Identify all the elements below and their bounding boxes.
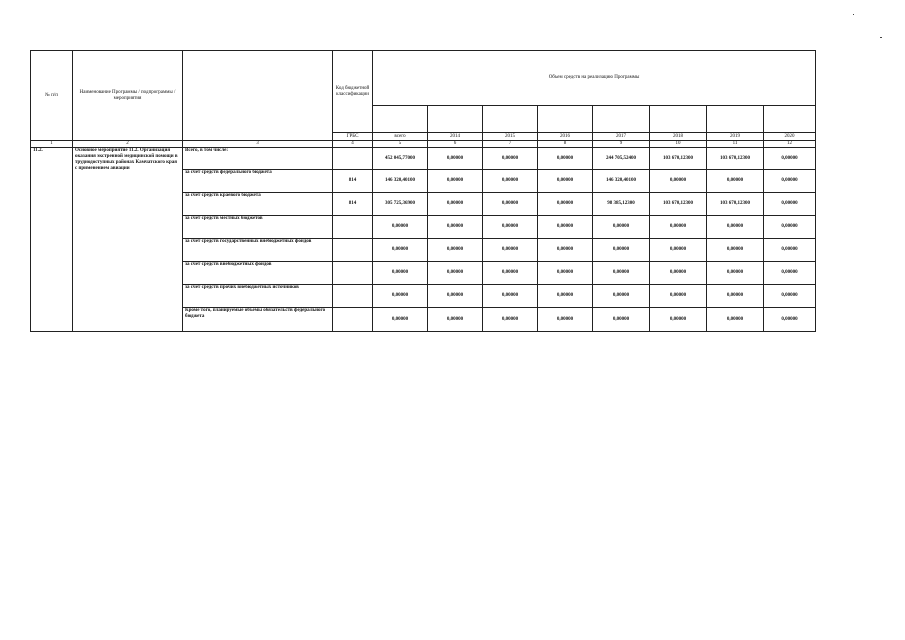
year-value: 0,00000 <box>593 239 650 262</box>
item-number: 11.2. <box>31 148 73 332</box>
column-number: 12 <box>764 141 816 148</box>
grbs-header: ГРБС <box>333 133 373 141</box>
year-value: 0,00000 <box>428 148 483 170</box>
empty-header-cell <box>650 106 707 133</box>
grbs-code: 814 <box>333 193 373 216</box>
year-value: 0,00000 <box>650 262 707 285</box>
year-value: 0,00000 <box>428 262 483 285</box>
year-value: 0,00000 <box>593 285 650 308</box>
column-number-row <box>31 141 816 148</box>
year-value: 0,00000 <box>538 148 593 170</box>
grbs-code: 814 <box>333 170 373 193</box>
volume-column-header: Объем средств на реализацию Программы <box>373 51 816 106</box>
year-value: 0,00000 <box>483 308 538 332</box>
header-row <box>31 51 816 106</box>
year-value: 0,00000 <box>764 148 816 170</box>
year-value: 0,00000 <box>764 170 816 193</box>
number-column-header: № п/п <box>31 51 73 141</box>
year-value: 0,00000 <box>593 262 650 285</box>
year-value: 0,00000 <box>707 308 764 332</box>
year-value: 0,00000 <box>538 262 593 285</box>
year-value: 0,00000 <box>428 216 483 239</box>
year-value: 0,00000 <box>483 148 538 170</box>
year-value: 0,00000 <box>483 193 538 216</box>
column-number: 7 <box>483 141 538 148</box>
code-column-header: Код бюджетной классификации <box>333 51 373 133</box>
year-value: 0,00000 <box>650 216 707 239</box>
empty-header-cell <box>428 106 483 133</box>
scan-speck <box>880 37 882 38</box>
year-value: 0,00000 <box>707 262 764 285</box>
year-header: 2017 <box>593 133 650 141</box>
year-value: 0,00000 <box>538 308 593 332</box>
grbs-code <box>333 262 373 285</box>
column-number: 6 <box>428 141 483 148</box>
year-value: 0,00000 <box>707 239 764 262</box>
year-header: 2018 <box>650 133 707 141</box>
year-value: 0,00000 <box>764 239 816 262</box>
column-number: 1 <box>31 141 73 148</box>
year-value: 0,00000 <box>428 308 483 332</box>
year-value: 0,00000 <box>707 170 764 193</box>
year-value: 0,00000 <box>593 216 650 239</box>
year-value: 0,00000 <box>483 170 538 193</box>
column-number: 5 <box>373 141 428 148</box>
column-number: 8 <box>538 141 593 148</box>
year-value: 0,00000 <box>538 170 593 193</box>
grbs-code <box>333 239 373 262</box>
funding-source: Кроме того, планируемые объемы обязательств федерального бюджета <box>183 308 333 332</box>
column-number: 9 <box>593 141 650 148</box>
program-funding-table <box>30 50 816 332</box>
year-value: 244 705,52400 <box>593 148 650 170</box>
year-value: 0,00000 <box>428 239 483 262</box>
table-row <box>31 148 816 170</box>
year-value: 0,00000 <box>764 193 816 216</box>
funding-source: Всего, в том числе: <box>183 148 333 170</box>
total-value: 0,00000 <box>373 239 428 262</box>
total-value: 0,00000 <box>373 285 428 308</box>
total-value: 452 045,77000 <box>373 148 428 170</box>
funding-source: за счет средств местных бюджетов <box>183 216 333 239</box>
year-value: 103 670,12300 <box>650 193 707 216</box>
empty-header-cell <box>483 106 538 133</box>
year-value: 0,00000 <box>764 308 816 332</box>
year-value: 0,00000 <box>538 193 593 216</box>
year-value: 0,00000 <box>428 170 483 193</box>
year-header: 2020 <box>764 133 816 141</box>
name-column-header: Наименование Программы / подпрограммы / мероприятия <box>73 51 183 141</box>
year-value: 103 670,12300 <box>650 148 707 170</box>
funding-source: за счет средств внебюджетных фондов <box>183 262 333 285</box>
year-value: 0,00000 <box>483 262 538 285</box>
empty-header-cell <box>373 106 428 133</box>
empty-header-cell <box>538 106 593 133</box>
scan-speck <box>853 14 854 15</box>
total-value: 146 320,40100 <box>373 170 428 193</box>
year-value: 0,00000 <box>428 193 483 216</box>
empty-header-cell <box>764 106 816 133</box>
grbs-code <box>333 216 373 239</box>
year-header: 2014 <box>428 133 483 141</box>
year-header: 2015 <box>483 133 538 141</box>
year-value: 0,00000 <box>538 239 593 262</box>
year-value: 0,00000 <box>538 216 593 239</box>
year-value: 0,00000 <box>707 285 764 308</box>
year-value: 0,00000 <box>650 170 707 193</box>
year-value: 103 670,12300 <box>707 148 764 170</box>
year-value: 146 320,40100 <box>593 170 650 193</box>
column-number: 4 <box>333 141 373 148</box>
year-value: 0,00000 <box>650 239 707 262</box>
total-value: 0,00000 <box>373 262 428 285</box>
column-number: 2 <box>73 141 183 148</box>
funding-source: за счет средств краевого бюджета <box>183 193 333 216</box>
total-value: 305 725,36900 <box>373 193 428 216</box>
year-value: 0,00000 <box>764 262 816 285</box>
total-value: 0,00000 <box>373 216 428 239</box>
year-value: 0,00000 <box>593 308 650 332</box>
year-value: 0,00000 <box>483 216 538 239</box>
year-header: 2016 <box>538 133 593 141</box>
year-value: 103 670,12300 <box>707 193 764 216</box>
year-value: 0,00000 <box>707 216 764 239</box>
total-header: всего <box>373 133 428 141</box>
year-value: 0,00000 <box>650 285 707 308</box>
year-value: 0,00000 <box>764 216 816 239</box>
total-value: 0,00000 <box>373 308 428 332</box>
year-value: 0,00000 <box>428 285 483 308</box>
year-value: 0,00000 <box>483 239 538 262</box>
empty-header-cell <box>183 51 333 141</box>
year-value: 0,00000 <box>538 285 593 308</box>
grbs-code <box>333 148 373 170</box>
year-value: 0,00000 <box>764 285 816 308</box>
column-number: 10 <box>650 141 707 148</box>
column-number: 3 <box>183 141 333 148</box>
year-value: 98 385,12300 <box>593 193 650 216</box>
column-number: 11 <box>707 141 764 148</box>
year-value: 0,00000 <box>650 308 707 332</box>
year-header: 2019 <box>707 133 764 141</box>
year-value: 0,00000 <box>483 285 538 308</box>
item-name: Основное мероприятие 11.2. Организация оказания экстренной медицинской помощи в труднодоступных районах Камчатского края с применением авиации <box>73 148 183 332</box>
empty-header-cell <box>707 106 764 133</box>
grbs-code <box>333 308 373 332</box>
funding-source: за счет средств федерального бюджета <box>183 170 333 193</box>
empty-header-cell <box>593 106 650 133</box>
funding-source: за счет средств государственных внебюджетных фондов <box>183 239 333 262</box>
funding-source: за счет средств прочих внебюджетных источников <box>183 285 333 308</box>
grbs-code <box>333 285 373 308</box>
